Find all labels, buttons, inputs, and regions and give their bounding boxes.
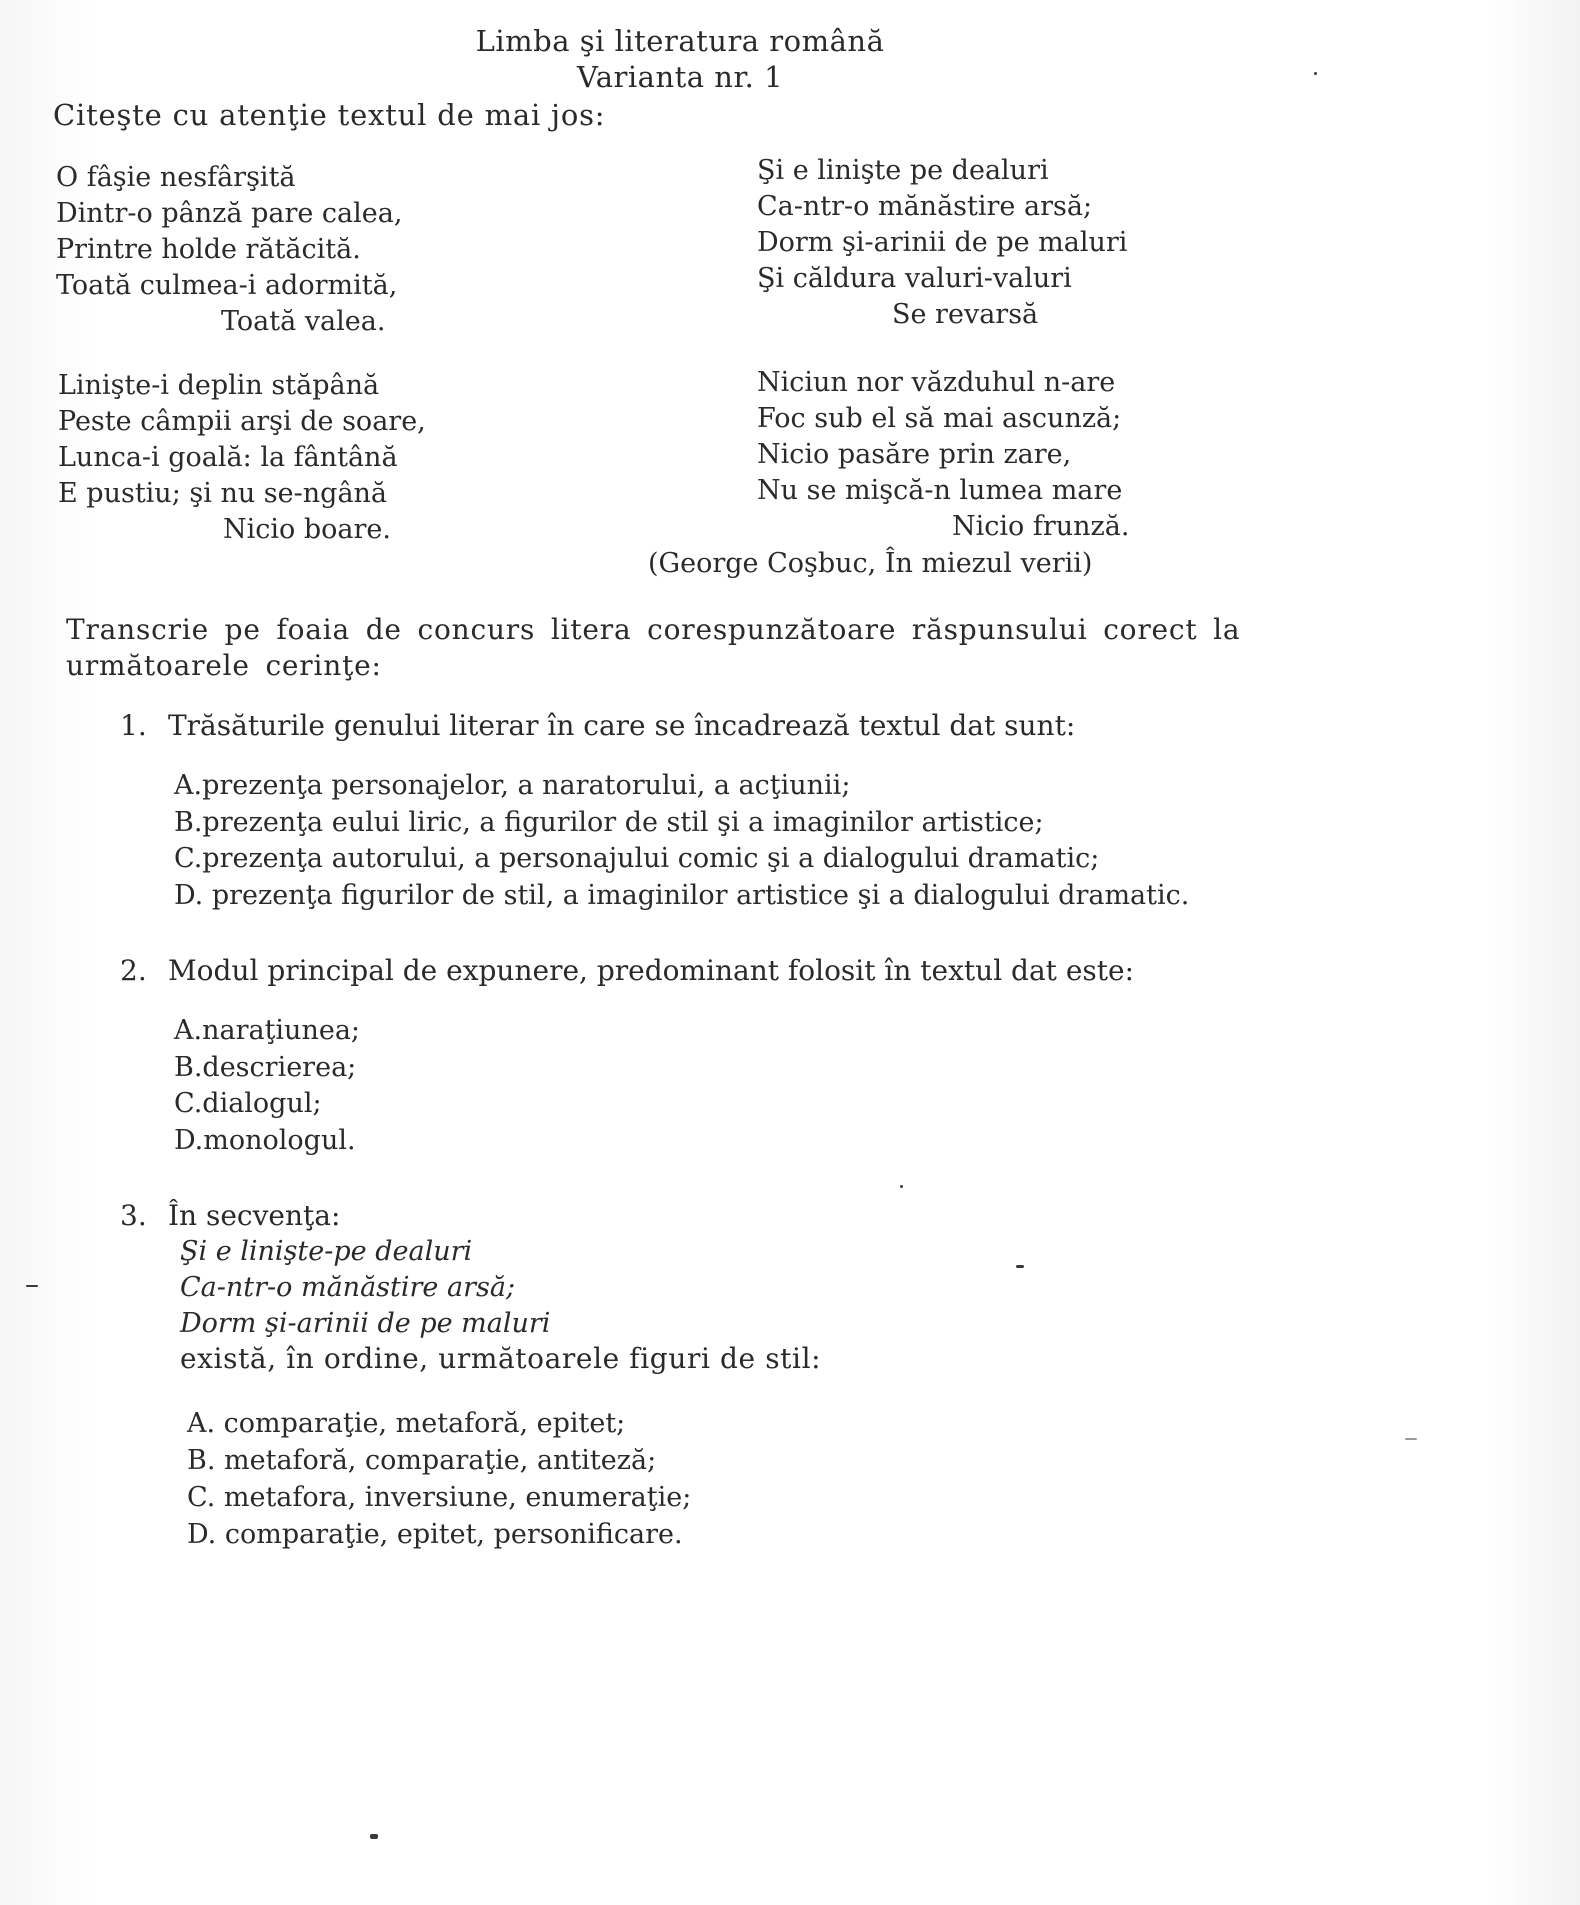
option-a: A. comparaţie, metaforă, epitet; xyxy=(187,1408,626,1439)
question-3-prompt: există, în ordine, următoarele figuri de stil: xyxy=(180,1342,822,1375)
poem-line: Şi căldura valuri-valuri xyxy=(757,263,1072,294)
question-text: În secvenţa: xyxy=(168,1199,341,1232)
question-text: Trăsăturile genului literar în care se încadrează textul dat sunt: xyxy=(168,709,1076,742)
option-b: B.prezenţa eului liric, a figurilor de stil şi a imaginilor artistice; xyxy=(174,806,1044,838)
poem-line: Peste câmpii arşi de soare, xyxy=(58,406,426,437)
option-d: D.monologul. xyxy=(174,1124,356,1156)
verse-line: Şi e linişte-pe dealuri xyxy=(180,1236,473,1267)
question-2-options xyxy=(174,1013,360,1159)
scan-speck xyxy=(900,1185,903,1188)
scan-speck xyxy=(26,1285,38,1287)
poem-line: Nu se mişcă-n lumea mare xyxy=(757,475,1123,506)
option-c: C. metafora, inversiune, enumeraţie; xyxy=(187,1482,692,1513)
poem-line: Lunca-i goală: la fântână xyxy=(58,442,398,473)
question-1 xyxy=(120,708,1075,744)
poem-line: Printre holde rătăcită. xyxy=(56,234,361,265)
option-b: B.descrierea; xyxy=(174,1051,357,1083)
poem-line: Nicio boare. xyxy=(223,514,391,545)
question-text: Modul principal de expunere, predominant folosit în textul dat este: xyxy=(168,954,1135,987)
poem-line: Nicio pasăre prin zare, xyxy=(757,439,1072,470)
verse-line: Dorm şi-arinii de pe maluri xyxy=(180,1308,551,1339)
question-3-verse xyxy=(180,1234,550,1342)
scan-speck xyxy=(1314,72,1317,75)
question-3 xyxy=(120,1198,340,1234)
poem-line: Dorm şi-arinii de pe maluri xyxy=(757,227,1128,258)
scan-speck xyxy=(370,1834,378,1839)
poem-line: E pustiu; şi nu se-ngână xyxy=(58,478,388,509)
scan-speck xyxy=(1016,1265,1024,1268)
question-number: 3. xyxy=(120,1199,147,1232)
poem-stanza-3 xyxy=(757,153,1127,333)
poem-line: Şi e linişte pe dealuri xyxy=(757,155,1049,186)
option-a: A.prezenţa personajelor, a naratorului, a acţiunii; xyxy=(174,770,851,801)
question-3-options xyxy=(187,1405,691,1553)
poem-line: O fâşie nesfârşită xyxy=(56,162,296,193)
poem-line: Linişte-i deplin stăpână xyxy=(58,370,380,401)
question-2 xyxy=(120,953,1134,989)
verse-line: Ca-ntr-o mănăstire arsă; xyxy=(180,1272,516,1303)
poem-line: Foc sub el să mai ascunză; xyxy=(757,403,1122,434)
poem-line: Se revarsă xyxy=(892,299,1039,330)
question-number: 1. xyxy=(120,709,147,742)
poem-line: Toată culmea-i adormită, xyxy=(56,270,398,301)
option-c: C.prezenţa autorului, a personajului comic şi a dialogului dramatic; xyxy=(174,843,1100,874)
poem-stanza-1 xyxy=(56,160,402,340)
poem-line: Niciun nor văzduhul n-are xyxy=(757,367,1116,398)
option-d: D. comparaţie, epitet, personificare. xyxy=(187,1519,683,1550)
variant-title: Varianta nr. 1 xyxy=(576,60,784,94)
poem-stanza-4 xyxy=(757,365,1129,545)
scan-speck xyxy=(1405,1438,1417,1440)
option-d: D. prezenţa figurilor de stil, a imaginilor artistice şi a dialogului dramatic. xyxy=(174,879,1190,911)
question-number: 2. xyxy=(120,954,147,987)
question-1-options xyxy=(174,768,1189,914)
poem-line: Nicio frunză. xyxy=(952,511,1130,542)
option-b: B. metaforă, comparaţie, antiteză; xyxy=(187,1445,657,1476)
poem-line: Toată valea. xyxy=(221,306,386,337)
option-a: A.naraţiunea; xyxy=(174,1015,361,1046)
task-instruction: Transcrie pe foaia de concurs litera corespunzătoare răspunsului corect la următoarele cerinţe: xyxy=(66,613,1241,682)
poem-source: (George Coşbuc, În miezul verii) xyxy=(648,548,1093,579)
option-c: C.dialogul; xyxy=(174,1088,322,1119)
reading-instruction: Citeşte cu atenţie textul de mai jos: xyxy=(53,98,606,132)
subject-title: Limba şi literatura română xyxy=(475,24,885,58)
poem-line: Ca-ntr-o mănăstire arsă; xyxy=(757,191,1093,222)
poem-stanza-2 xyxy=(58,368,426,548)
poem-line: Dintr-o pânză pare calea, xyxy=(56,198,403,229)
